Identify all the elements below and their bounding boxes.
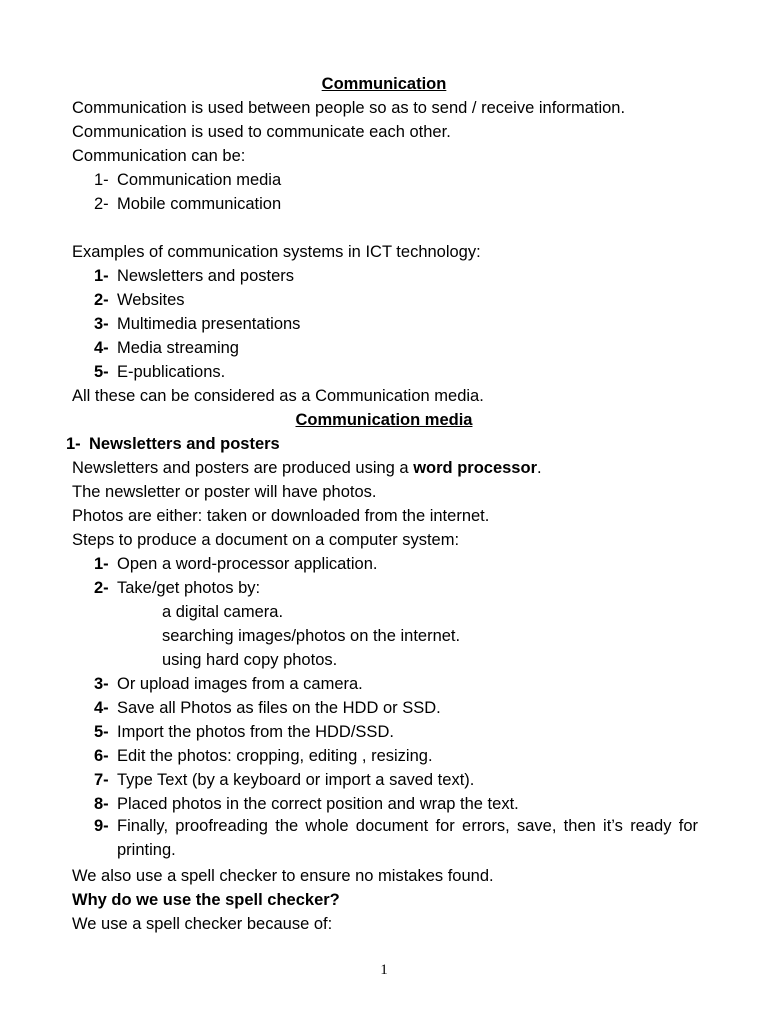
list-item [94,290,185,310]
step-item [94,794,519,814]
produced-prefix: Newsletters and posters are produced using a [72,459,414,477]
list-number: 4- [94,339,109,357]
examples-heading: Examples of communication systems in ICT technology: [72,243,481,261]
photo-source: searching images/photos on the internet. [162,627,461,645]
list-number: 2- [94,291,109,309]
intro-line-3: Communication can be: [72,147,246,165]
list-text: Multimedia presentations [117,315,301,333]
list-number: 5- [94,363,109,381]
body-line-3: Steps to produce a document on a computer system: [72,531,460,549]
step-text: Edit the photos: cropping, editing , resizing. [117,747,433,765]
photo-source: using hard copy photos. [162,651,338,669]
step-text: Take/get photos by: [117,579,261,597]
list-number: 3- [94,315,109,333]
step-number: 4- [94,699,109,717]
step-text: Import the photos from the HDD/SSD. [117,723,394,741]
list-item [94,266,294,286]
list-text: Communication media [117,171,282,189]
step-item [94,746,433,766]
list-number: 2- [94,195,109,213]
spell-because: We use a spell checker because of: [72,915,333,933]
page-number: 1 [380,962,388,978]
list-item [94,194,281,214]
step-number: 7- [94,771,109,789]
examples-summary: All these can be considered as a Communication media. [72,387,484,405]
spell-question: Why do we use the spell checker? [72,891,340,909]
photo-source: a digital camera. [162,603,284,621]
step-text: Or upload images from a camera. [117,675,363,693]
list-text: Newsletters and posters [117,267,294,285]
step-number: 9- [94,817,109,835]
list-number: 1- [94,171,109,189]
step-number: 5- [94,723,109,741]
step-item [94,698,441,718]
list-text: Websites [117,291,185,309]
list-item [94,338,239,358]
step-item [94,722,394,742]
step-number: 1- [94,555,109,573]
produced-line [72,458,542,478]
step-text: Type Text (by a keyboard or import a saved text). [117,771,475,789]
step-text: Save all Photos as files on the HDD or SSD. [117,699,441,717]
list-text: Mobile communication [117,195,282,213]
step-number: 6- [94,747,109,765]
subsection-text: Newsletters and posters [89,435,280,453]
step-item [94,554,377,574]
step-item [94,578,260,598]
spell-line: We also use a spell checker to ensure no mistakes found. [72,867,494,885]
step-number: 8- [94,795,109,813]
intro-line-1: Communication is used between people so as to send / receive information. [72,99,626,117]
subsection-heading [66,434,280,454]
list-text: E-publications. [117,363,226,381]
step-item [94,674,363,694]
step-item [94,814,698,862]
section-title: Communication media [295,411,473,429]
page-title: Communication [321,75,447,93]
body-line-2: Photos are either: taken or downloaded from the internet. [72,507,490,525]
step-number: 2- [94,579,109,597]
list-item [94,362,225,382]
list-item [94,314,300,334]
subsection-number: 1- [66,435,81,453]
step-number: 3- [94,675,109,693]
list-text: Media streaming [117,339,239,357]
intro-line-2: Communication is used to communicate each other. [72,123,451,141]
step-text: Placed photos in the correct position and wrap the text. [117,795,519,813]
list-number: 1- [94,267,109,285]
step-text: Open a word-processor application. [117,555,378,573]
step-item [94,770,474,790]
body-line-1: The newsletter or poster will have photos. [72,483,377,501]
list-item [94,170,281,190]
produced-bold: word processor [413,459,537,477]
produced-suffix: . [537,459,542,477]
step-text: Finally, proofreading the whole document for errors, save, then it’s ready for printing. [117,817,698,859]
